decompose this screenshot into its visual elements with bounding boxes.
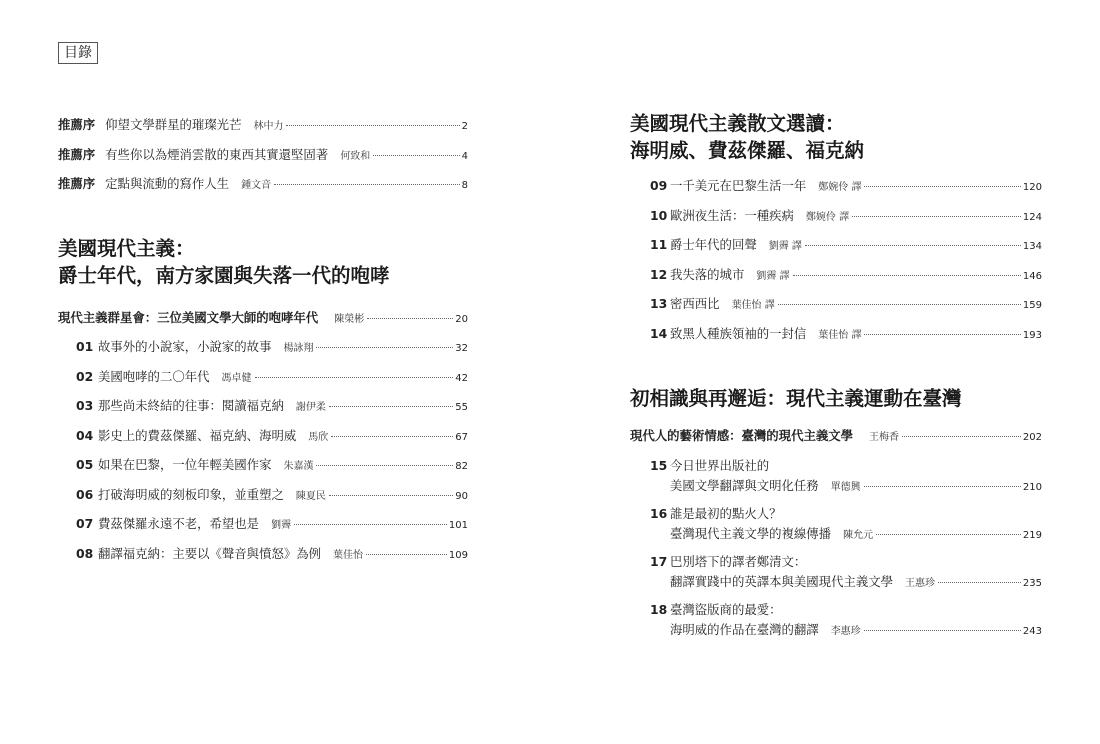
toc-entry[interactable] xyxy=(630,261,1042,291)
entry-page: 124 xyxy=(1022,211,1042,223)
toc-entry[interactable] xyxy=(58,540,468,570)
chapter-title: 現代人的藝術情感：臺灣的現代主義文學 xyxy=(630,428,854,443)
toc-entry[interactable] xyxy=(630,552,1042,594)
dot-leader xyxy=(805,245,1021,246)
entry-number: 05 xyxy=(76,457,94,472)
entry-title-line1: 今日世界出版社的 xyxy=(670,457,770,473)
entry-title: 那些尚未終結的往事：閱讀福克納 xyxy=(98,398,284,413)
entry-title-line2: 臺灣現代主義文學的複線傳播 xyxy=(670,525,832,541)
toc-entry[interactable] xyxy=(630,504,1042,546)
preface-entry[interactable] xyxy=(58,111,468,141)
chapter-title: 現代主義群星會：三位美國文學大師的咆哮年代 xyxy=(58,309,319,325)
entry-number: 04 xyxy=(76,427,94,443)
toc-entry[interactable] xyxy=(630,456,1042,498)
section-heading xyxy=(58,235,468,289)
entry-number: 02 xyxy=(76,368,94,384)
dot-leader xyxy=(255,377,454,378)
chapter-entry[interactable] xyxy=(58,304,468,334)
dot-leader xyxy=(864,334,1020,335)
entry-author: 劉霽 譯 xyxy=(768,241,802,252)
toc-entry[interactable] xyxy=(58,392,468,422)
entry-title-line1: 臺灣盜版商的最愛： xyxy=(670,601,782,617)
entry-author: 朱嘉漢 xyxy=(283,461,314,472)
chapter-entry[interactable] xyxy=(630,422,1042,452)
entry-title-line2: 翻譯實踐中的英譯本與美國現代主義文學 xyxy=(670,573,894,589)
toc-entry[interactable] xyxy=(58,481,468,511)
entry-page: 146 xyxy=(1022,270,1042,282)
toc-label: 目錄 xyxy=(58,42,98,64)
entry-title: 有些你以為煙消雲散的東西其實還堅固著 xyxy=(105,146,329,162)
dot-leader xyxy=(316,465,453,466)
entry-page: 2 xyxy=(461,121,468,132)
entry-title: 我失落的城市 xyxy=(670,266,745,282)
entry-title: 一千美元在巴黎生活一年 xyxy=(670,178,807,193)
entry-number: 11 xyxy=(650,237,668,252)
entry-author: 王梅香 xyxy=(869,432,900,443)
entry-title: 如果在巴黎，一位年輕美國作家 xyxy=(98,457,272,472)
entry-page: 134 xyxy=(1022,241,1042,252)
entry-page: 42 xyxy=(455,372,468,384)
preface-entry[interactable] xyxy=(58,141,468,171)
dot-leader xyxy=(864,630,1021,631)
entry-author: 單德興 xyxy=(830,481,861,493)
entry-title: 美國咆哮的二〇年代 xyxy=(98,368,210,384)
entry-number: 08 xyxy=(76,545,94,561)
entry-number: 13 xyxy=(650,296,668,311)
entry-author: 謝伊柔 xyxy=(295,402,326,413)
toc-entry[interactable] xyxy=(630,600,1042,642)
entry-page: 67 xyxy=(455,431,468,443)
entry-author: 陳夏民 xyxy=(295,490,326,502)
dot-leader xyxy=(864,186,1020,187)
section-title-line: 美國現代主義散文選讀： xyxy=(630,112,845,135)
entry-author: 鄭婉伶 譯 xyxy=(805,211,850,223)
dot-leader xyxy=(938,582,1021,583)
dot-leader xyxy=(331,436,453,437)
entry-page: 120 xyxy=(1022,182,1042,193)
entry-author: 劉霽 xyxy=(271,520,292,531)
entry-page: 109 xyxy=(448,549,468,561)
toc-entry[interactable] xyxy=(630,202,1042,232)
toc-entry[interactable] xyxy=(630,290,1042,320)
toc-entry[interactable] xyxy=(58,510,468,540)
entry-page: 82 xyxy=(455,461,468,472)
dot-leader xyxy=(852,216,1021,217)
entry-page: 219 xyxy=(1022,529,1042,541)
toc-entry[interactable] xyxy=(630,172,1042,202)
entry-number: 18 xyxy=(650,601,668,617)
dot-leader xyxy=(902,436,1021,437)
entry-number: 07 xyxy=(76,516,94,531)
entry-author: 鄭婉伶 譯 xyxy=(818,182,862,193)
preface-label: 推薦序 xyxy=(58,176,96,191)
dot-leader xyxy=(294,524,447,525)
entry-author: 劉霽 譯 xyxy=(756,270,790,282)
entry-author: 葉佳怡 譯 xyxy=(818,329,862,341)
toc-entry[interactable] xyxy=(58,333,468,363)
dot-leader xyxy=(329,495,453,496)
entry-page: 32 xyxy=(455,343,468,354)
entry-author: 李惠珍 xyxy=(830,625,861,637)
toc-right-column xyxy=(630,110,1042,642)
entry-number: 01 xyxy=(76,339,94,354)
dot-leader xyxy=(778,304,1021,305)
entry-title-line1: 巴別塔下的譯者鄭清文： xyxy=(670,553,807,569)
entry-number: 14 xyxy=(650,325,668,341)
dot-leader xyxy=(329,406,453,407)
toc-entry[interactable] xyxy=(58,451,468,481)
entry-title: 密西西比 xyxy=(670,296,720,311)
dot-leader xyxy=(373,155,459,156)
dot-leader xyxy=(366,554,447,555)
entry-author: 陳榮彬 xyxy=(334,313,365,325)
entry-author: 王惠珍 xyxy=(905,577,936,589)
preface-label: 推薦序 xyxy=(58,146,96,162)
entry-page: 4 xyxy=(461,150,468,162)
dot-leader xyxy=(274,184,460,185)
entry-author: 林中力 xyxy=(253,121,284,132)
entry-author: 葉佳怡 xyxy=(333,549,364,561)
entry-page: 90 xyxy=(455,490,468,502)
section-heading xyxy=(630,110,1042,164)
toc-entry[interactable] xyxy=(58,363,468,393)
entry-author: 馮卓健 xyxy=(221,372,252,384)
entry-author: 馬欣 xyxy=(308,431,329,443)
entry-page: 210 xyxy=(1022,481,1042,493)
entry-page: 8 xyxy=(461,180,468,191)
entry-author: 鍾文音 xyxy=(241,180,272,191)
entry-page: 193 xyxy=(1022,329,1042,341)
entry-title: 爵士年代的回聲 xyxy=(670,237,757,252)
entry-page: 101 xyxy=(448,520,468,531)
preface-entry[interactable] xyxy=(58,170,468,200)
toc-left-column xyxy=(58,111,468,569)
section-title-line: 爵士年代，南方家園與失落一代的咆哮 xyxy=(58,263,390,287)
entry-title: 影史上的費茲傑羅、福克納、海明威 xyxy=(98,427,297,443)
entry-author: 陳允元 xyxy=(843,529,874,541)
entry-title: 歐洲夜生活：一種疾病 xyxy=(670,207,794,223)
dot-leader xyxy=(793,275,1021,276)
entry-number: 09 xyxy=(650,178,668,193)
entry-title-line2: 美國文學翻譯與文明化任務 xyxy=(670,477,819,493)
entry-author: 楊詠翔 xyxy=(283,343,314,354)
entry-page: 55 xyxy=(455,402,468,413)
entry-page: 235 xyxy=(1022,577,1042,589)
dot-leader xyxy=(316,347,453,348)
entry-title: 費茲傑羅永遠不老，希望也是 xyxy=(98,516,260,531)
entry-number: 12 xyxy=(650,266,668,282)
dot-leader xyxy=(286,125,459,126)
entry-author: 何致和 xyxy=(340,150,371,162)
dot-leader xyxy=(876,534,1021,535)
entry-title: 打破海明威的刻板印象，並重塑之 xyxy=(98,486,284,502)
entry-title: 翻譯福克納：主要以《聲音與憤怒》為例 xyxy=(98,545,322,561)
section-title-line: 美國現代主義： xyxy=(58,236,195,260)
toc-entry[interactable] xyxy=(630,320,1042,350)
entry-title-line2: 海明威的作品在臺灣的翻譯 xyxy=(670,621,819,637)
preface-label: 推薦序 xyxy=(58,117,96,132)
entry-number: 03 xyxy=(76,398,94,413)
entry-title: 定點與流動的寫作人生 xyxy=(105,176,230,191)
entry-page: 202 xyxy=(1022,432,1042,443)
entry-title: 仰望文學群星的璀璨光芒 xyxy=(105,117,242,132)
entry-author: 葉佳怡 譯 xyxy=(731,300,775,311)
entry-number: 10 xyxy=(650,207,668,223)
dot-leader xyxy=(864,486,1021,487)
entry-title: 致黑人種族領袖的一封信 xyxy=(670,325,807,341)
entry-number: 17 xyxy=(650,553,668,569)
entry-number: 06 xyxy=(76,486,94,502)
entry-page: 243 xyxy=(1022,625,1042,637)
entry-title: 故事外的小說家，小說家的故事 xyxy=(98,339,272,354)
section-title-line: 初相識與再邂逅：現代主義運動在臺灣 xyxy=(630,387,962,410)
entry-title-line1: 誰是最初的點火人？ xyxy=(670,505,782,521)
section-title-line: 海明威、費茲傑羅、福克納 xyxy=(630,139,865,162)
toc-entry[interactable] xyxy=(630,231,1042,261)
entry-page: 159 xyxy=(1022,300,1042,311)
entry-number: 16 xyxy=(650,505,668,521)
toc-entry[interactable] xyxy=(58,422,468,452)
entry-page: 20 xyxy=(455,313,468,325)
dot-leader xyxy=(367,318,453,319)
entry-number: 15 xyxy=(650,457,668,473)
